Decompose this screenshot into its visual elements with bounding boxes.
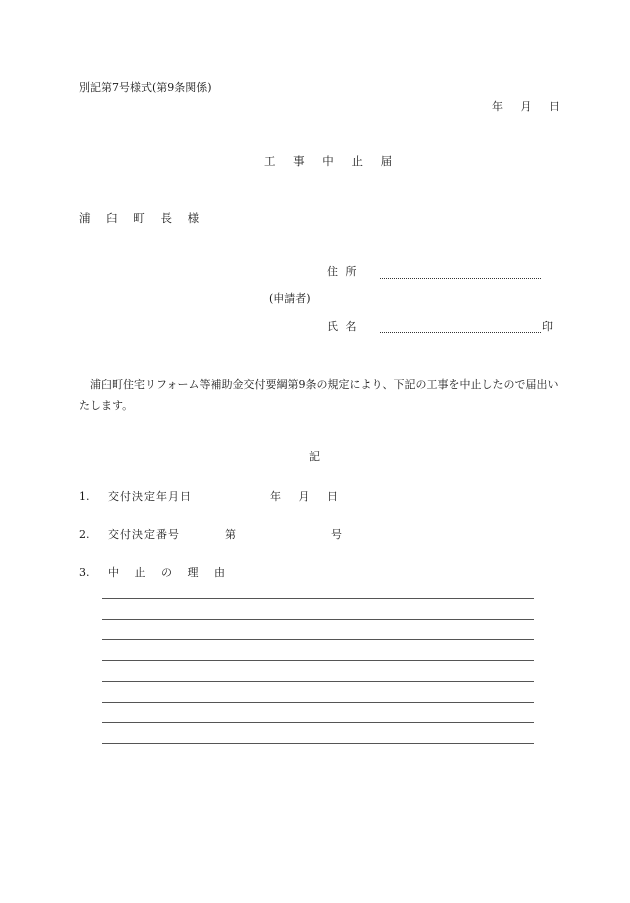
reason-line [102, 681, 534, 682]
ki-heading: 記 [309, 450, 320, 463]
item-2-label: 交付決定番号 [108, 528, 180, 541]
item-3-label: 中 止 の 理 由 [108, 566, 227, 579]
item-2-number: 2. [79, 528, 90, 541]
item-2-suffix: 号 [331, 528, 342, 541]
item-2-prefix: 第 [225, 528, 236, 541]
item-1-label: 交付決定年月日 [108, 490, 192, 503]
reason-line [102, 639, 534, 640]
reason-line [102, 743, 534, 744]
item-3-number: 3. [79, 566, 90, 579]
reason-line [102, 702, 534, 703]
item-1-date-value: 年 月 日 [270, 490, 338, 503]
address-label: 住 所 [327, 265, 357, 278]
reason-line [102, 619, 534, 620]
applicant-label: (申請者) [269, 292, 311, 305]
body-text: 浦臼町住宅リフォーム等補助金交付要綱第9条の規定により、下記の工事を中止したので届出いたします。 [79, 378, 559, 412]
address-field [380, 278, 541, 279]
form-reference: 別記第7号様式(第9条関係) [79, 81, 212, 94]
name-field [380, 332, 541, 333]
reason-line [102, 722, 534, 723]
document-title: 工 事 中 止 届 [264, 154, 395, 168]
reason-line [102, 660, 534, 661]
submission-date: 年 月 日 [492, 100, 560, 113]
addressee: 浦 臼 町 長 様 [79, 211, 202, 225]
reason-line [102, 598, 534, 599]
name-label: 氏 名 [327, 320, 357, 333]
seal-mark: 印 [542, 320, 553, 333]
item-1-number: 1. [79, 490, 90, 503]
